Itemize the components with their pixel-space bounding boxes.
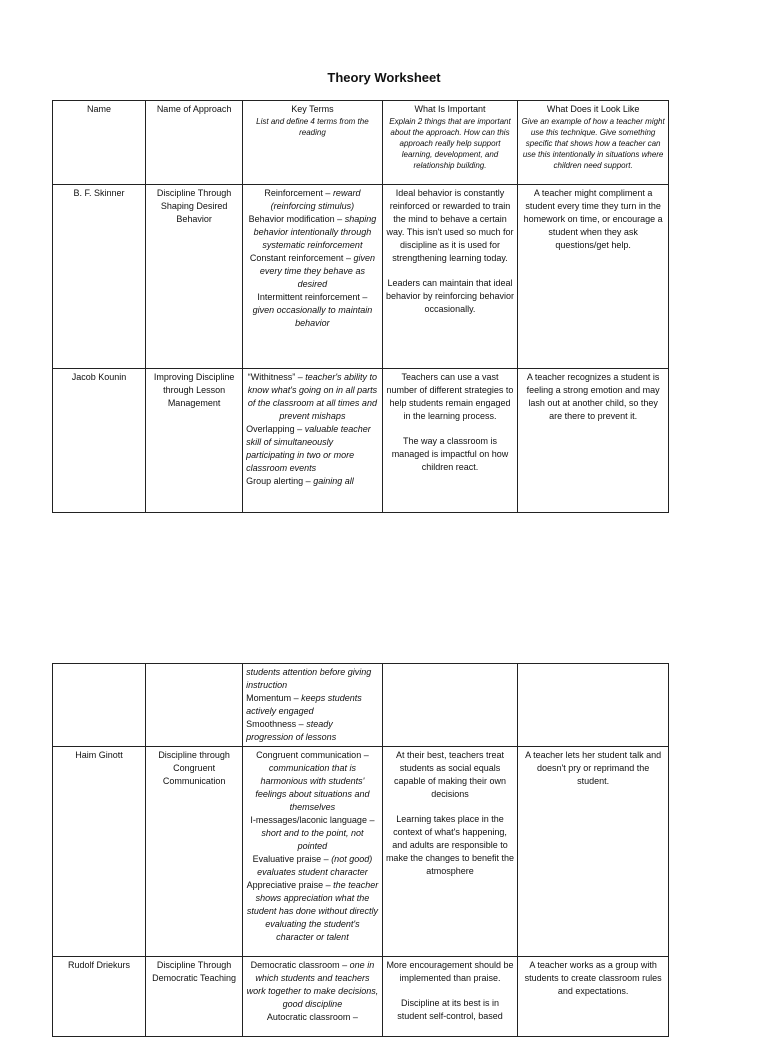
header-key-terms: Key Terms List and define 4 terms from the reading — [243, 101, 383, 185]
theorist-name: Jacob Kounin — [53, 369, 146, 513]
header-row — [53, 101, 669, 185]
approach-name: Improving Discipline through Lesson Management — [146, 369, 243, 513]
important-cell: At their best, teachers treat students as social equals capable of making their own decisions Learning takes place in the context of what's happening, and adults are responsible to make the changes to benefit the atmosphere — [382, 747, 518, 957]
table-row — [53, 185, 669, 369]
approach-name: Discipline Through Democratic Teaching — [146, 957, 243, 1037]
theory-table-page-2 — [52, 663, 669, 1037]
looks-like-cell: A teacher might compliment a student every time they turn in the homework on time, or encourage a student when they ask questions/get help. — [518, 185, 669, 369]
theorist-name: Rudolf Driekurs — [53, 957, 146, 1037]
important-cell: Ideal behavior is constantly reinforced or rewarded to train the mind to behave a certain way. This isn't used so much for discipline as it is used for strengthening learning today. Leaders can maintain that ideal behavior by reinforcing behavior occasionally. — [382, 185, 518, 369]
important-cell — [382, 664, 518, 747]
header-looks-like-instructions: Give an example of how a teacher might use this technique. Give something specific that shows how a teacher can use this intentionally in situations where children need support. — [521, 117, 665, 170]
looks-like-cell — [518, 664, 669, 747]
key-terms-cell: students attention before giving instruction Momentum – keeps students actively engaged Smoothness – steady progression of lessons — [243, 664, 383, 747]
theorist-name: Haim Ginott — [53, 747, 146, 957]
key-terms-cell: “Withitness” – teacher's ability to know what's going on in all parts of the classroom at all times and prevent mishaps Overlapping – valuable teacher skill of simultaneously participating in two or more classroom events Group alerting – gaining all — [243, 369, 383, 513]
page-title: Theory Worksheet — [327, 70, 441, 85]
key-terms-cell: Congruent communication – communication that is harmonious with students' feelings about situations and themselves I-messages/laconic language – short and to the point, not pointed Evaluative praise – (not good) evaluates student character Appreciative praise – the teacher shows appreciation what the student has done without directly evaluating the student's character or talent — [243, 747, 383, 957]
theory-table-page-1 — [52, 100, 669, 513]
key-terms-cell: Democratic classroom – one in which students and teachers work together to make decisions, good discipline Autocratic classroom – — [243, 957, 383, 1037]
table-row — [53, 369, 669, 513]
theorist-name: B. F. Skinner — [53, 185, 146, 369]
theorist-name — [53, 664, 146, 747]
table-row — [53, 957, 669, 1037]
key-terms-cell: Reinforcement – reward (reinforcing stimulus) Behavior modification – shaping behavior intentionally through systematic reinforcement Constant reinforcement – given every time they behave as desired Intermittent reinforcement – given occasionally to maintain behavior — [243, 185, 383, 369]
header-approach: Name of Approach — [146, 101, 243, 185]
header-name: Name — [53, 101, 146, 185]
important-cell: More encouragement should be implemented than praise. Discipline at its best is in student self-control, based — [382, 957, 518, 1037]
table-row — [53, 747, 669, 957]
approach-name: Discipline Through Shaping Desired Behavior — [146, 185, 243, 369]
header-important-instructions: Explain 2 things that are important about the approach. How can this approach really help support learning, development, and relationship building. — [389, 117, 511, 170]
header-key-terms-instructions: List and define 4 terms from the reading — [256, 117, 369, 137]
looks-like-cell: A teacher works as a group with students to create classroom rules and expectations. — [518, 957, 669, 1037]
important-cell: Teachers can use a vast number of different strategies to help students remain engaged in the learning process. The way a classroom is managed is impactful on how children react. — [382, 369, 518, 513]
header-looks-like: What Does it Look Like Give an example of how a teacher might use this technique. Give something specific that shows how a teacher can use this intentionally in situations where children need support. — [518, 101, 669, 185]
approach-name: Discipline through Congruent Communication — [146, 747, 243, 957]
header-important: What Is Important Explain 2 things that are important about the approach. How can this approach really help support learning, development, and relationship building. — [382, 101, 518, 185]
looks-like-cell: A teacher recognizes a student is feeling a strong emotion and may lash out at another child, so they are there to prevent it. — [518, 369, 669, 513]
table-row-continued — [53, 664, 669, 747]
approach-name — [146, 664, 243, 747]
looks-like-cell: A teacher lets her student talk and doesn't pry or reprimand the student. — [518, 747, 669, 957]
